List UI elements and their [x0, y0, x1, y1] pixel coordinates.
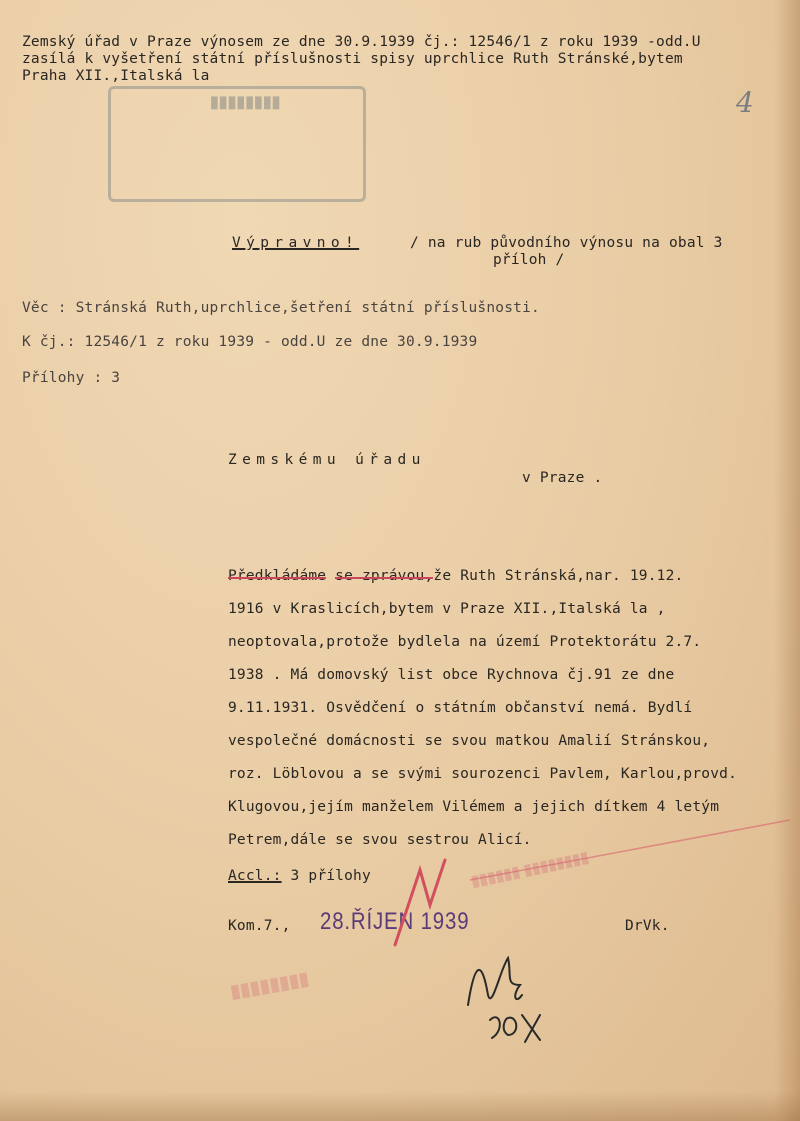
body-line-7: roz. Löblovou a se svými sourozenci Pavlem, Karlou,provd.	[228, 766, 737, 782]
signature-initials	[468, 958, 522, 1005]
body-line-1	[228, 568, 683, 584]
body-line-2: 1916 v Kraslicích,bytem v Praze XII.,Italská la ,	[228, 601, 666, 617]
date-stamp: 28.ŘÍJEN 1939	[320, 908, 470, 935]
paper-edge-shadow	[774, 0, 800, 1121]
body-line-3: neoptovala,protože bydlela na území Protektorátu 2.7.	[228, 634, 702, 650]
instruction-text-1: / na rub původního výnosu na obal 3	[410, 235, 723, 251]
instruction-title: Výpravno!	[232, 235, 360, 251]
header-line-1: Zemský úřad v Praze výnosem ze dne 30.9.1939 čj.: 12546/1 z roku 1939 -odd.U	[22, 34, 701, 50]
body-line-6: vespolečné domácnosti se svou matkou Amalií Stránskou,	[228, 733, 711, 749]
subject-line: Věc : Stránská Ruth,uprchlice,šetření státní příslušnosti.	[22, 300, 540, 316]
footer-right: DrVk.	[625, 918, 670, 934]
struck-word: Předkládáme	[228, 568, 327, 584]
page-number: 4	[736, 86, 754, 119]
enclosure-value: 3 přílohy	[290, 868, 371, 884]
body-line-5: 9.11.1931. Osvědčení o státním občanství nemá. Bydlí	[228, 700, 693, 716]
body-line-9: Petrem,dále se svou sestrou Alicí.	[228, 832, 532, 848]
header-line-3: Praha XII.,Italská la	[22, 68, 210, 84]
addressee-name: Zemskému úřadu	[228, 452, 426, 468]
enclosure-line	[228, 868, 371, 884]
body-line-4: 1938 . Má domovský list obce Rychnova čj.91 ze dne	[228, 667, 675, 683]
faded-red-stamp: ▮▮▮▮▮▮ ▮▮▮▮▮▮▮▮	[469, 848, 591, 891]
faded-red-stamp-2: ▮▮▮▮▮▮▮▮	[228, 968, 311, 1002]
enclosure-label: Accl.:	[228, 868, 282, 884]
header-line-2: zasílá k vyšetření státní příslušnosti spisy uprchlice Ruth Stránské,bytem	[22, 51, 683, 67]
paper-edge-shadow-bottom	[0, 1091, 800, 1121]
addressee-city: v Praze .	[522, 470, 603, 486]
instruction-text-2: příloh /	[493, 252, 565, 268]
footer-left: Kom.7.,	[228, 918, 291, 934]
signature-number	[490, 1015, 540, 1042]
reference-line: K čj.: 12546/1 z roku 1939 - odd.U ze dne 30.9.1939	[22, 334, 478, 350]
struck-phrase: se zprávou,	[335, 568, 434, 584]
body-line-8: Klugovou,jejím manželem Vilémem a jejich dítkem 4 letým	[228, 799, 720, 815]
faded-stamp-mark: ▮▮▮▮▮▮▮▮	[210, 94, 281, 111]
body-line-1-rest: že Ruth Stránská,nar. 19.12.	[433, 568, 684, 584]
attachments-line: Přílohy : 3	[22, 370, 121, 386]
